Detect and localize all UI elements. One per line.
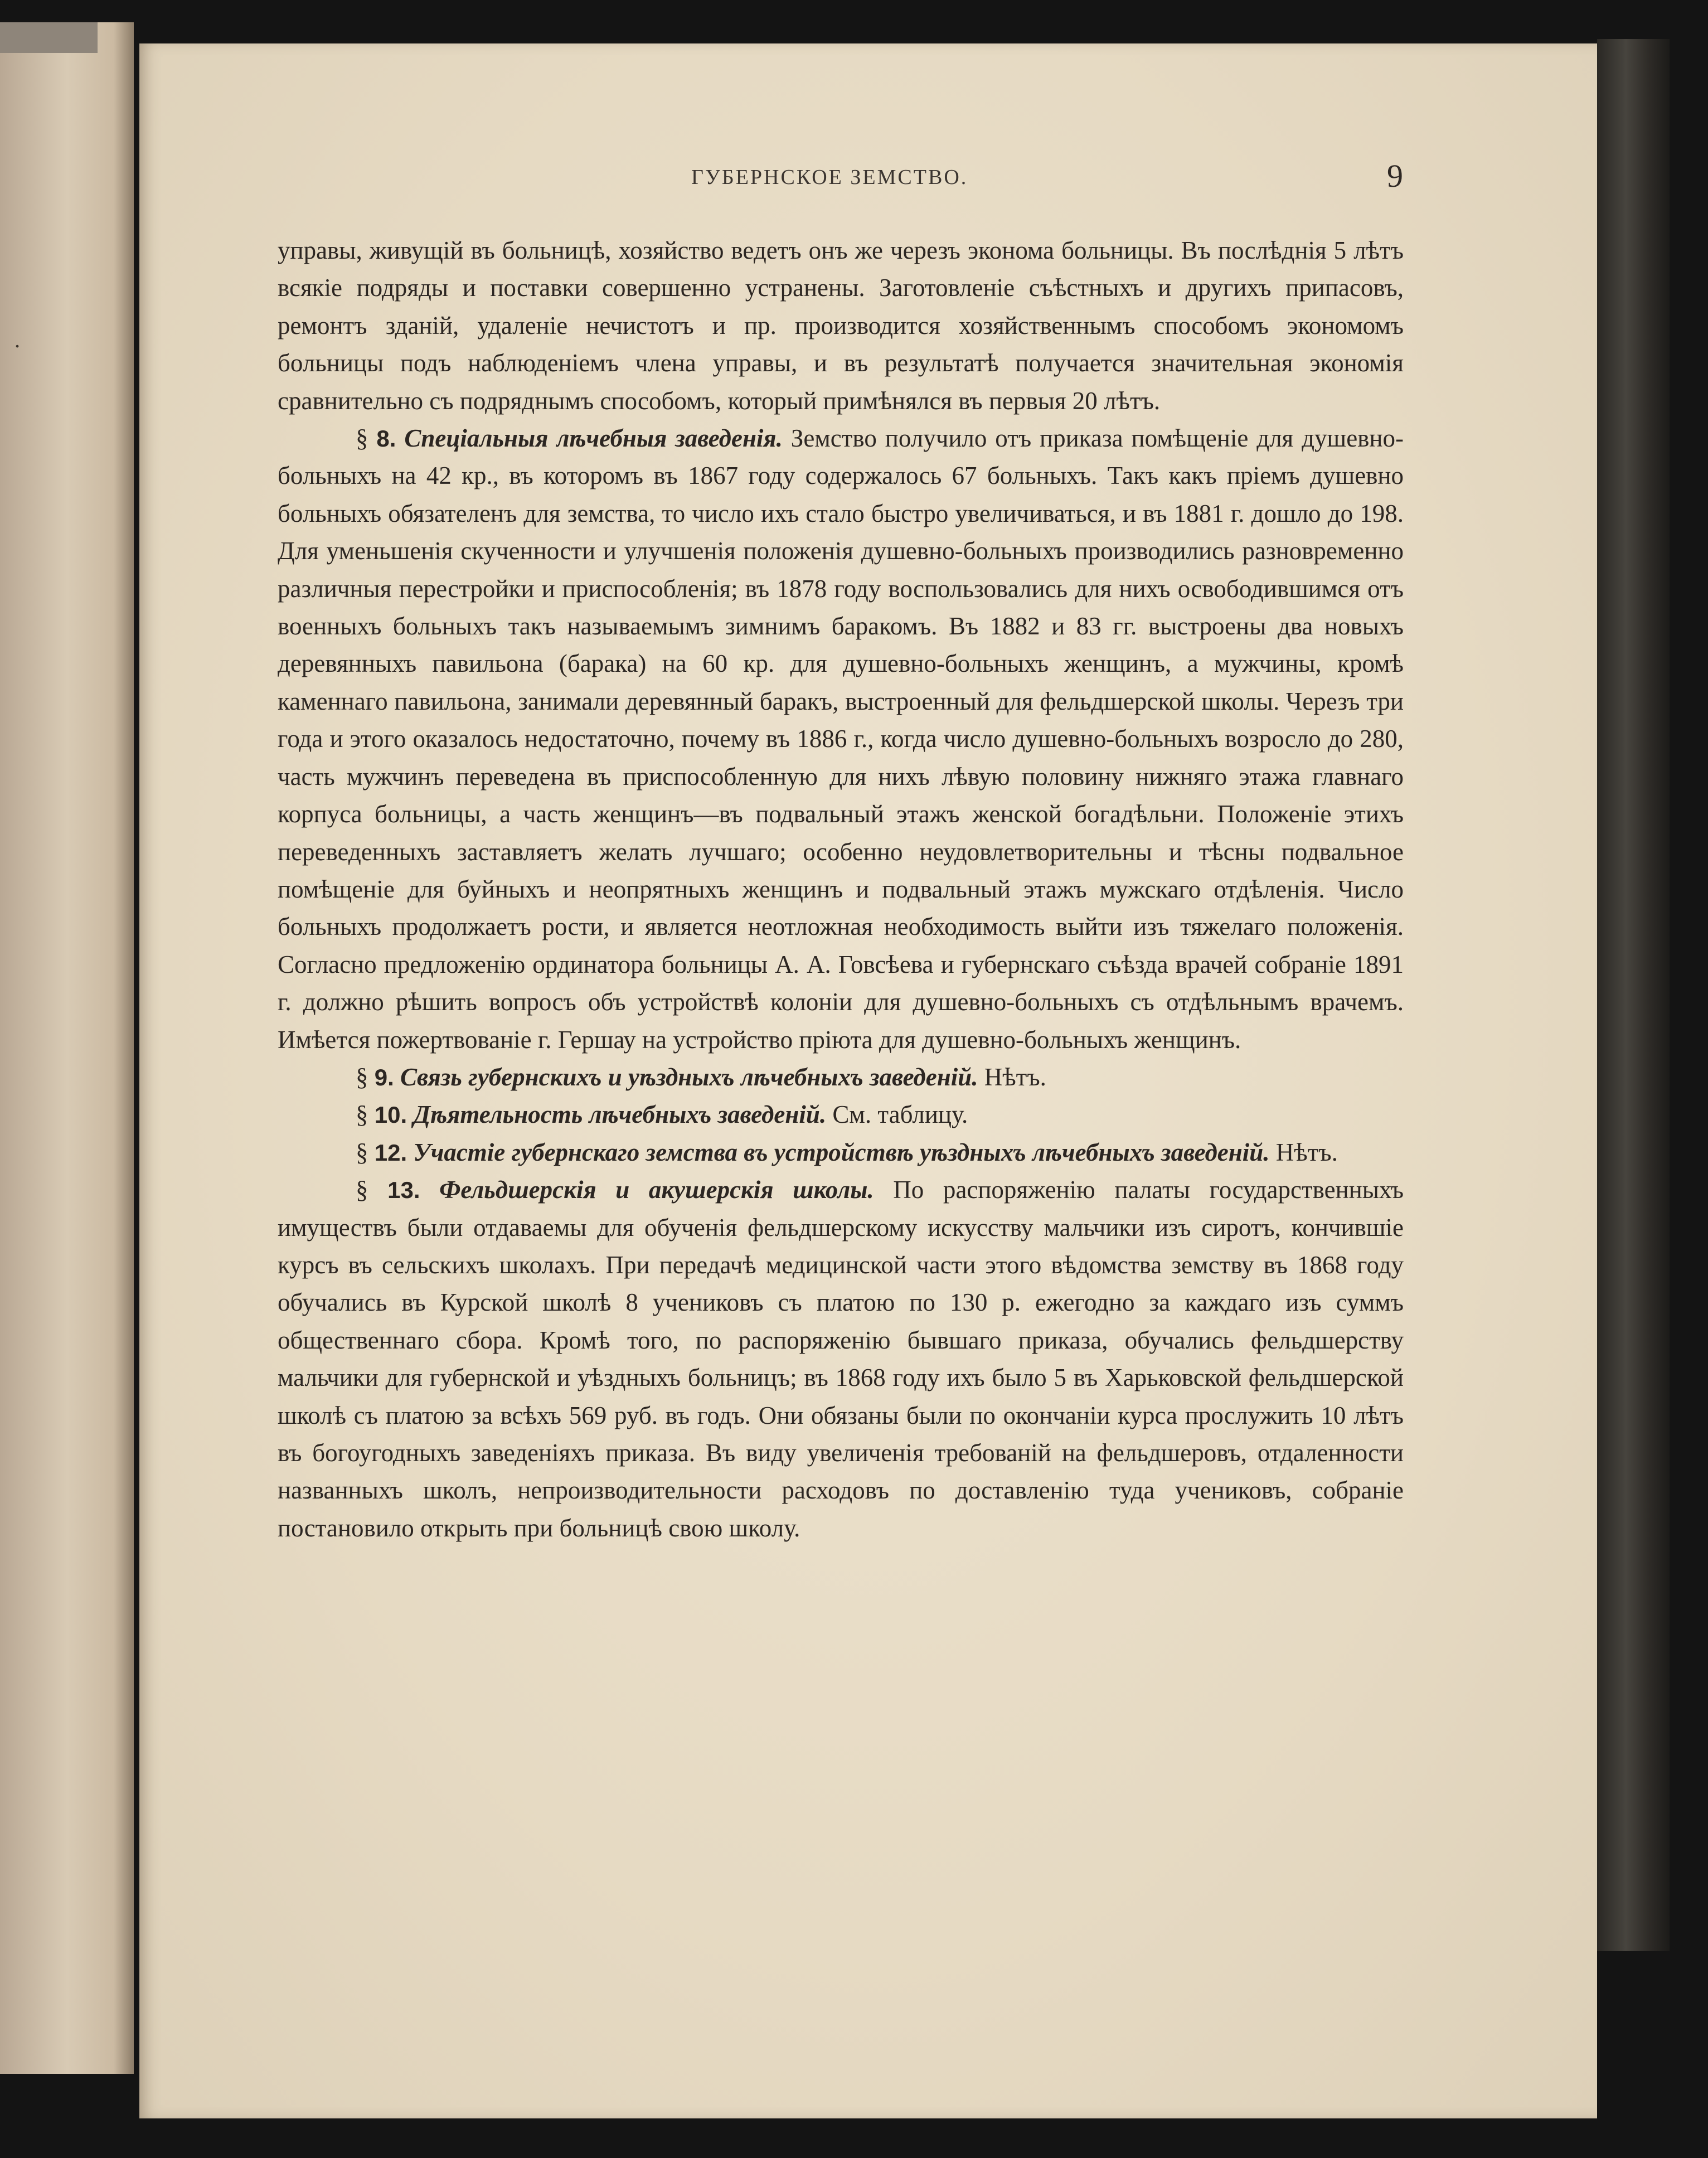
facing-page-edge-char (0, 1036, 20, 1071)
section-number: 12. (374, 1139, 407, 1166)
facing-page-edge-char (0, 287, 20, 322)
facing-page-edge (0, 251, 20, 2074)
running-head: ГУБЕРНСКОЕ ЗЕМСТВО. (691, 166, 968, 189)
section-title: Участіе губернскаго земства въ устройствѣ уѣздныхъ лѣчебныхъ заведеній. (413, 1138, 1270, 1166)
section-number: 9. (374, 1064, 394, 1090)
section-mark: § (356, 424, 368, 453)
facing-page-edge-char (0, 429, 20, 465)
facing-page-edge-char (0, 1821, 20, 1856)
facing-page-edge-char (0, 1928, 20, 1963)
facing-page-edge-char (0, 750, 20, 786)
facing-page-edge-char (0, 1749, 20, 1785)
facing-page-edge-char (0, 465, 20, 501)
paragraph-continued: управы, живущій въ больницѣ, хозяйство ведетъ онъ же черезъ эконома больницы. Въ послѣднія 5 лѣтъ всякіе подряды и поставки совершенно устранены. Заготовленіе съѣстныхъ и другихъ припасовъ, ремонтъ зданій, удаленіе нечистотъ и пр. производится хозяйственнымъ способомъ экономомъ больницы подъ наблюденіемъ члена управы, и въ результатѣ получается значительная экономія сравнительно съ подряднымъ способомъ, который примѣнялся въ первыя 20 лѣтъ. (278, 236, 1404, 415)
facing-page-edge-char (0, 1535, 20, 1571)
facing-page-edge-char (0, 536, 20, 572)
facing-page-edge-char (0, 394, 20, 429)
section-text: По распоряженію палаты государственныхъ имуществъ были отдаваемы для обученія фельдшерскому искусству мальчики изъ сиротъ, кончившіе курсъ въ сельскихъ школахъ. При передачѣ медицинской части этого вѣдомства земству въ 1868 году обучались въ Курской школѣ 8 учениковъ съ платою по 130 р. ежегодно за каждаго изъ суммъ общественнаго сбора. Кромѣ того, по распоряженію бывшаго приказа, обучались фельдшерству мальчики для губернской и уѣздныхъ больницъ; въ 1868 году ихъ было 5 въ Харьковской фельдшерской школѣ съ платою за всѣхъ 569 руб. въ годъ. Они обязаны были по окончаніи курса прослужить 10 лѣтъ въ богоугодныхъ заведеніяхъ приказа. Въ виду увеличенія требованій на фельдшеровъ, отдаленности названныхъ школъ, непроизводительности расходовъ по доставленію туда учениковъ, собраніе постановило открыть при больницѣ свою школу. (278, 1176, 1404, 1542)
facing-page-edge-char (0, 1678, 20, 1714)
facing-page-edge-char (0, 1143, 20, 1179)
facing-page-edge-char (0, 608, 20, 643)
section-title: Дѣятельность лѣчебныхъ заведеній. (413, 1100, 827, 1129)
facing-page-edge-char (0, 822, 20, 857)
facing-page-edge-char (0, 358, 20, 394)
section-title: Фельдшерскія и акушерскія школы. (439, 1176, 874, 1204)
section-13 (278, 1171, 1404, 1547)
facing-page-edge-char (0, 1179, 20, 1214)
facing-page-edge-char (0, 679, 20, 715)
section-text: Нѣтъ. (1269, 1138, 1338, 1166)
facing-page (0, 22, 134, 2074)
facing-page-edge-char (0, 1071, 20, 1107)
section-mark: § (356, 1176, 368, 1204)
section-9 (278, 1059, 1404, 1096)
facing-page-edge-char (0, 1714, 20, 1749)
section-10 (278, 1096, 1404, 1133)
section-text: Земство получило отъ приказа помѣщеніе для душевно-больныхъ на 42 кр., въ которомъ въ 1867 году содержалось 67 больныхъ. Такъ какъ пріемъ душевно больныхъ обязателенъ для земства, то число ихъ стало быстро увеличиваться, и въ 1881 г. дошло до 198. Для уменьшенія скученности и улучшенія положенія душевно-больныхъ производились разновременно различныя перестройки и приспособленія; въ 1878 году воспользовались для нихъ освободившимся отъ военныхъ больныхъ такъ называемымъ зимнимъ баракомъ. Въ 1882 и 83 гг. выстроены два новыхъ деревянныхъ павильона (барака) на 60 кр. для душевно-больныхъ женщинъ, а мужчины, кромѣ каменнаго павильона, занимали деревянный баракъ, выстроенный для фельдшерской школы. Черезъ три года и этого оказалось недостаточно, почему въ 1886 г., когда число душевно-больныхъ возросло до 280, часть мужчинъ переведена въ приспособленную для нихъ лѣвую половину нижняго этажа главнаго корпуса больницы, а часть женщинъ—въ подвальный этажъ женской богадѣльни. Положеніе этихъ переведенныхъ заставляетъ желать лучшаго; особенно неудовлетворительны и тѣсны подвальное помѣщеніе для буйныхъ и неопрятныхъ женщинъ и подвальный этажъ мужскаго отдѣленія. Число больныхъ продолжаетъ рости, и является неотложная необходимость выйти изъ тяжелаго положенія. Согласно предложенію ординатора больницы А. А. Говсѣева и губернскаго съѣзда врачей собраніе 1891 г. должно рѣшить вопросъ объ устройствѣ колоніи для душевно-больныхъ съ отдѣльнымъ врачемъ. Имѣется пожертвованіе г. Гершау на устройство пріюта для душевно-больныхъ женщинъ. (278, 424, 1404, 1054)
facing-page-edge-char (0, 1250, 20, 1286)
facing-page-edge-char (0, 786, 20, 822)
facing-page-edge-char (0, 1464, 20, 1500)
facing-page-edge-char: . (14, 327, 20, 352)
facing-page-edge-char (0, 964, 20, 1000)
section-mark: § (356, 1100, 368, 1129)
facing-page-edge-char (0, 1999, 20, 2035)
facing-page-edge-char (0, 1428, 20, 1464)
facing-page-edge-char (0, 1000, 20, 1036)
facing-page-edge-char (0, 1357, 20, 1393)
facing-page-edge-char (0, 1500, 20, 1535)
facing-page-edge-char (0, 893, 20, 929)
facing-page-edge-char (0, 251, 20, 287)
section-8 (278, 420, 1404, 1059)
facing-page-edge-char (0, 1107, 20, 1143)
page-header (139, 158, 1597, 204)
page-number: 9 (1387, 158, 1403, 194)
section-12 (278, 1134, 1404, 1171)
facing-page-edge-char (0, 1856, 20, 1892)
facing-page-edge-char (0, 1214, 20, 1250)
section-number: 13. (387, 1177, 420, 1204)
section-number: 10. (374, 1102, 407, 1128)
facing-page-edge-char (0, 1393, 20, 1428)
facing-page-edge-char (0, 1607, 20, 1642)
text-block (278, 232, 1404, 1547)
section-text: Нѣтъ. (978, 1063, 1046, 1091)
facing-page-edge-char (0, 1286, 20, 1321)
book-edge (1597, 39, 1670, 1951)
section-title: Связь губернскихъ и уѣздныхъ лѣчебныхъ заведеній. (400, 1063, 978, 1091)
section-mark: § (356, 1063, 368, 1091)
facing-page-edge-char (0, 1963, 20, 1999)
facing-page-edge-char (0, 2035, 20, 2070)
facing-page-edge-char (0, 929, 20, 964)
section-mark: § (356, 1138, 368, 1166)
section-title: Спеціальныя лѣчебныя заведенія. (404, 424, 783, 453)
facing-page-edge-char (0, 1892, 20, 1928)
facing-page-edge-char (0, 572, 20, 608)
facing-page-edge-char (0, 2070, 20, 2074)
facing-page-edge-char (0, 1571, 20, 1607)
facing-page-edge-char (0, 857, 20, 893)
book-page (139, 43, 1597, 2118)
facing-page-edge-char (0, 715, 20, 750)
facing-page-top-band (0, 22, 98, 53)
section-text: См. таблицу. (826, 1100, 968, 1129)
facing-page-edge-char (0, 1785, 20, 1821)
facing-page-edge-char (0, 1642, 20, 1678)
facing-page-edge-char (0, 501, 20, 536)
facing-page-edge-char (0, 1321, 20, 1357)
section-number: 8. (376, 425, 396, 452)
facing-page-edge-char (0, 643, 20, 679)
